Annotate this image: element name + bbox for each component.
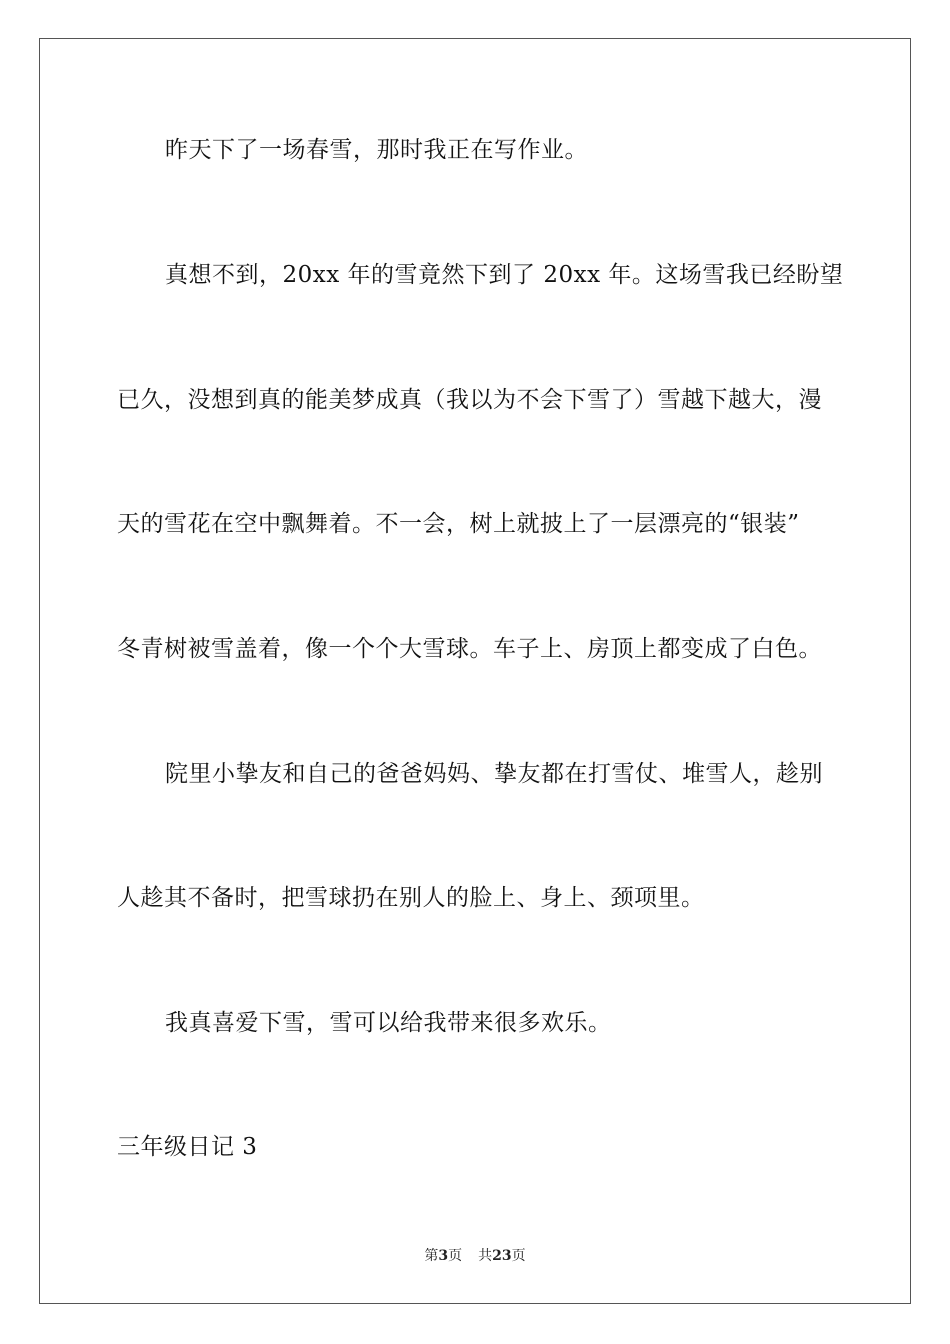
paragraph-line: 天的雪花在空中飘舞着。不一会，树上就披上了一层漂亮的“银装” bbox=[117, 511, 800, 537]
paragraph-line: 人趁其不备时，把雪球扔在别人的脸上、身上、颈项里。 bbox=[117, 885, 705, 911]
paragraph-line: 我真喜爱下雪，雪可以给我带来很多欢乐。 bbox=[165, 1010, 612, 1036]
paragraph-line: 院里小挚友和自己的爸爸妈妈、挚友都在打雪仗、堆雪人，趁别 bbox=[165, 761, 823, 787]
page-prefix: 第 bbox=[424, 1248, 439, 1264]
total-pages: 23 bbox=[492, 1248, 512, 1264]
paragraph-line: 冬青树被雪盖着，像一个个大雪球。车子上、房顶上都变成了白色。 bbox=[117, 636, 822, 662]
total-prefix: 共 bbox=[478, 1248, 493, 1264]
page-number: 3 bbox=[438, 1248, 449, 1264]
page-suffix: 页 bbox=[448, 1248, 463, 1264]
page-footer bbox=[0, 1246, 950, 1266]
paragraph-line: 已久，没想到真的能美梦成真（我以为不会下雪了）雪越下越大，漫 bbox=[117, 387, 822, 413]
page-frame bbox=[39, 38, 911, 1304]
total-suffix: 页 bbox=[511, 1248, 526, 1264]
section-heading: 三年级日记 3 bbox=[117, 1134, 258, 1160]
paragraph-line: 真想不到，20xx 年的雪竟然下到了 20xx 年。这场雪我已经盼望 bbox=[165, 262, 844, 288]
paragraph-line: 昨天下了一场春雪，那时我正在写作业。 bbox=[165, 137, 588, 163]
